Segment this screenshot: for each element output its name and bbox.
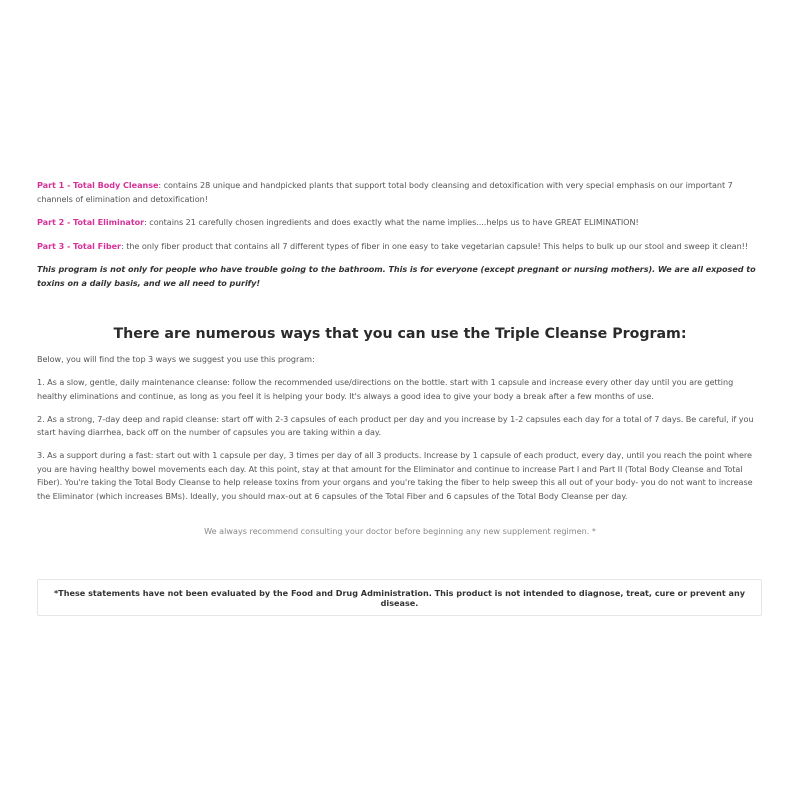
part-1-label: Part 1 - Total Body Cleanse	[37, 180, 159, 190]
way-item-1: 1. As a slow, gentle, daily maintenance cleanse: follow the recommended use/directions on the bottle. start with 1 capsule and increase every other day until you are getting healthy eliminations and continue, as long as you feel it is helping your body. It's always a good idea to give your body a break after a few months of use.	[37, 377, 734, 401]
product-parts-section	[37, 179, 764, 290]
part-1-description: : contains 28 unique and handpicked plants that support total body cleansing and detoxification with very special emphasis on our important 7 channels of elimination and detoxification!	[37, 180, 733, 204]
part-2-description: : contains 21 carefully chosen ingredients and does exactly what the name implies....helps us to have GREAT ELIMINATION!	[144, 217, 639, 227]
ways-heading: There are numerous ways that you can use the Triple Cleanse Program:	[113, 326, 687, 342]
way-item-3: 3. As a support during a fast: start out with 1 capsule per day, 3 times per day of all 3 products. Increase by 1 capsule of each product, every day, until you reach the point where you are having healthy bowel movements each day. At this point, stay at that amount for the Eliminator and continue to increase Part I and Part II (Total Body Cleanse and Total Fiber). You're taking the Total Body Cleanse to help release toxins from your organs and you're taking the fiber to help sweep this all out of your body- you do not want to increase the Eliminator (which increases BMs). Ideally, you should max-out at 6 capsules of the Total Fiber and 6 capsules of the Total Body Cleanse per day.	[37, 450, 753, 501]
fda-disclaimer-text: *These statements have not been evaluated by the Food and Drug Administration. This product is not intended to diagnose, treat, cure or prevent any disease.	[53, 587, 746, 608]
part-1-paragraph	[37, 179, 764, 206]
part-3-label: Part 3 - Total Fiber	[37, 240, 121, 251]
ways-section	[37, 353, 764, 513]
part-3-description: : the only fiber product that contains all 7 different types of fiber in one easy to take vegetarian capsule! This helps to bulk up our stool and sweep it clean!!	[121, 240, 749, 251]
part-2-label: Part 2 - Total Eliminator	[37, 217, 145, 227]
part-2-paragraph	[37, 216, 764, 230]
part-3-paragraph	[37, 240, 764, 254]
ways-intro: Below, you will find the top 3 ways we suggest you use this program:	[37, 354, 315, 364]
program-emphasis-note: This program is not only for people who have trouble going to the bathroom. This is for everyone (except pregnant or nursing mothers). We are all exposed to toxins on a daily basis, and we all need to purify!	[37, 264, 756, 288]
doctor-recommendation: We always recommend consulting your doctor before beginning any new supplement regimen. *	[204, 526, 596, 536]
fda-disclaimer-box	[37, 579, 762, 616]
way-item-2: 2. As a strong, 7-day deep and rapid cleanse: start off with 2-3 capsules of each product per day and you increase by 1-2 capsules each day for a total of 7 days. Be careful, if you start having diarrhea, back off on the number of capsules you are taking within a day.	[37, 413, 754, 437]
